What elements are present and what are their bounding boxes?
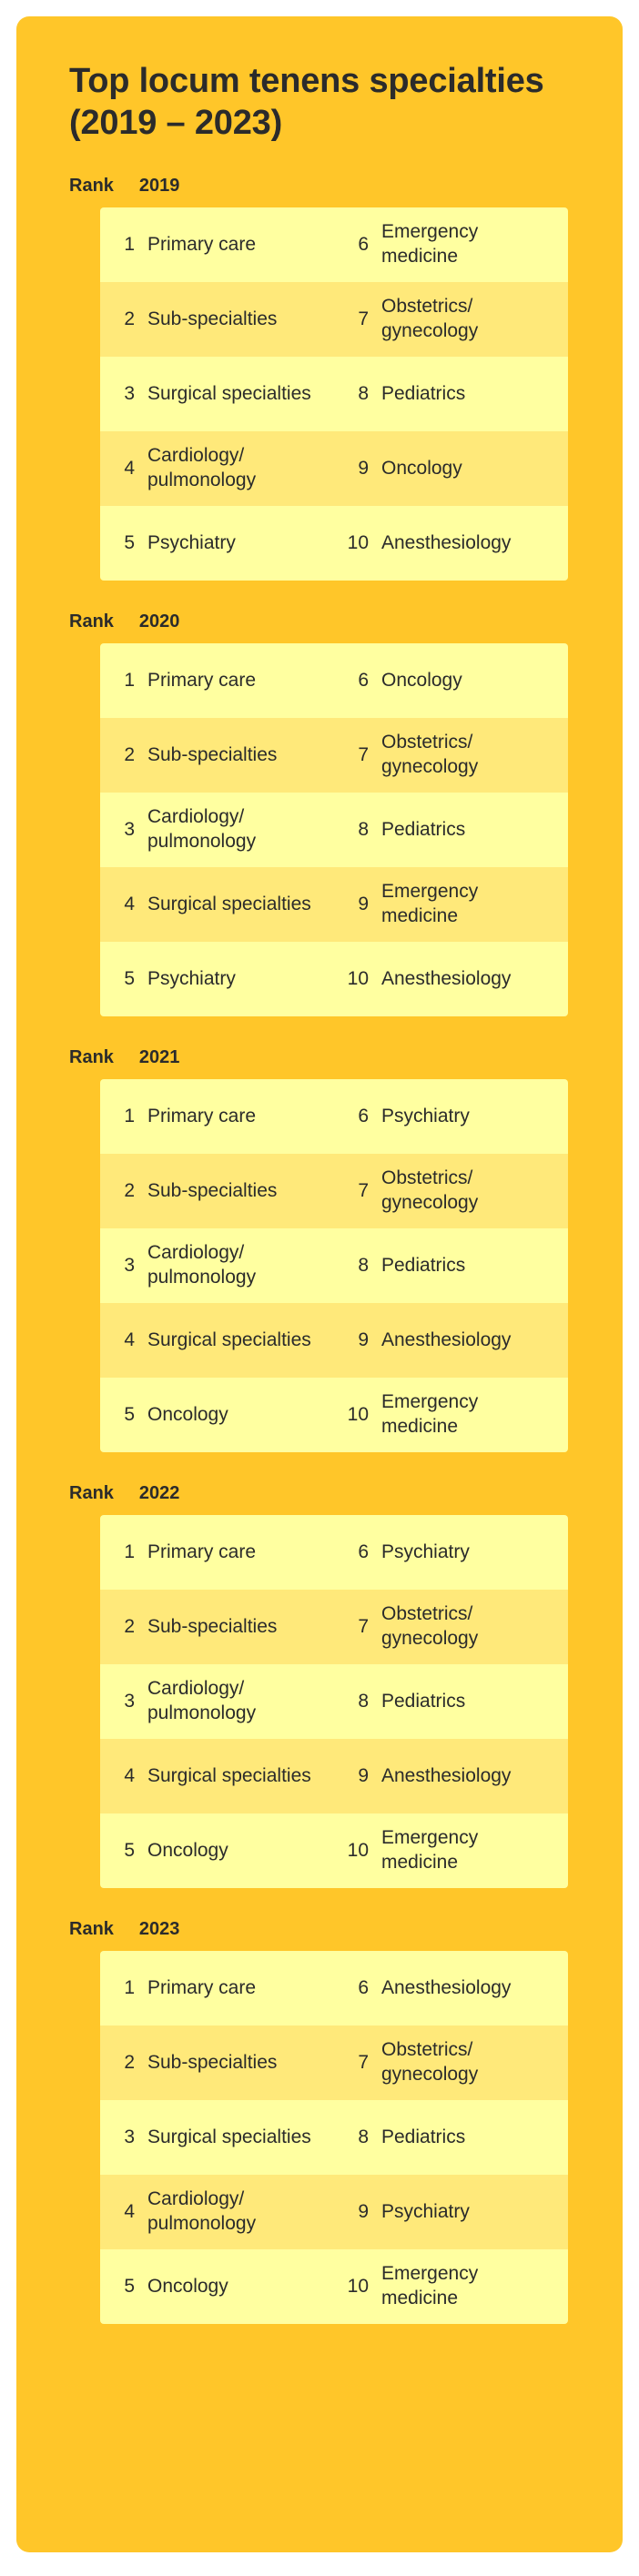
table-row-left bbox=[100, 1739, 334, 1813]
rank-number: 7 bbox=[358, 1179, 369, 1201]
rank-number: 1 bbox=[124, 669, 135, 691]
table-row bbox=[100, 643, 568, 718]
table-row bbox=[100, 2025, 568, 2100]
specialty-name: Pediatrics bbox=[381, 1254, 466, 1276]
rank-number: 1 bbox=[124, 1541, 135, 1562]
specialty-name: Primary care bbox=[147, 1976, 257, 1998]
year-block bbox=[47, 1047, 592, 1452]
year-label: 2021 bbox=[138, 1046, 180, 1067]
specialty-name: Psychiatry bbox=[147, 967, 236, 989]
table-row bbox=[100, 207, 568, 282]
table-row bbox=[100, 1739, 568, 1813]
specialties-table bbox=[100, 1951, 568, 2324]
table-row-left bbox=[100, 2025, 334, 2100]
specialty-name: Surgical specialties bbox=[147, 1328, 311, 1350]
table-row-right bbox=[334, 942, 568, 1016]
rank-number: 5 bbox=[124, 2275, 135, 2297]
table-row-left bbox=[100, 867, 334, 942]
rank-number: 8 bbox=[358, 818, 369, 840]
specialty-name: Anesthesiology bbox=[381, 1764, 512, 1786]
table-row-left bbox=[100, 506, 334, 581]
table-row-right bbox=[334, 1154, 568, 1228]
specialty-name: Surgical specialties bbox=[147, 1764, 311, 1786]
specialty-name: Oncology bbox=[147, 1839, 228, 1861]
specialty-name: Psychiatry bbox=[381, 1541, 470, 1562]
specialty-name: Emergency medicine bbox=[381, 221, 479, 267]
year-label: 2020 bbox=[138, 611, 180, 631]
rank-number: 6 bbox=[358, 1105, 369, 1126]
specialty-name: Emergency medicine bbox=[381, 881, 479, 926]
table-row bbox=[100, 357, 568, 431]
table-row-left bbox=[100, 1951, 334, 2025]
specialty-name: Oncology bbox=[381, 669, 462, 691]
year-label: 2019 bbox=[138, 175, 180, 196]
table-row-right bbox=[334, 1664, 568, 1739]
table-row-left bbox=[100, 431, 334, 506]
rank-number: 9 bbox=[358, 1764, 369, 1786]
specialty-name: Sub-specialties bbox=[147, 1179, 278, 1201]
table-row-right bbox=[334, 867, 568, 942]
table-row-left bbox=[100, 643, 334, 718]
rank-column-header: Rank bbox=[69, 1918, 114, 1939]
year-block bbox=[47, 176, 592, 581]
table-row-right bbox=[334, 1303, 568, 1378]
table-row-right bbox=[334, 2100, 568, 2175]
table-row bbox=[100, 506, 568, 581]
specialty-name: Psychiatry bbox=[381, 2200, 470, 2222]
table-row bbox=[100, 718, 568, 793]
table-row bbox=[100, 1303, 568, 1378]
rank-number: 7 bbox=[358, 2051, 369, 2073]
year-header bbox=[69, 176, 592, 197]
specialty-name: Primary care bbox=[147, 1541, 257, 1562]
rank-number: 5 bbox=[124, 1839, 135, 1861]
table-row-right bbox=[334, 282, 568, 357]
specialty-name: Pediatrics bbox=[381, 2126, 466, 2147]
specialty-name: Cardiology/ pulmonology bbox=[147, 2188, 257, 2234]
specialty-name: Oncology bbox=[381, 457, 462, 479]
specialties-table bbox=[100, 1515, 568, 1888]
table-row-left bbox=[100, 942, 334, 1016]
year-block bbox=[47, 611, 592, 1016]
specialty-name: Sub-specialties bbox=[147, 743, 278, 765]
table-row-left bbox=[100, 1079, 334, 1154]
table-row-left bbox=[100, 1664, 334, 1739]
table-row-right bbox=[334, 1228, 568, 1303]
rank-number: 3 bbox=[124, 1690, 135, 1712]
table-row bbox=[100, 1813, 568, 1888]
rank-number: 6 bbox=[358, 669, 369, 691]
table-row-right bbox=[334, 431, 568, 506]
specialty-name: Sub-specialties bbox=[147, 2051, 278, 2073]
specialty-name: Surgical specialties bbox=[147, 893, 311, 914]
rank-number: 1 bbox=[124, 1105, 135, 1126]
table-row-left bbox=[100, 2175, 334, 2249]
rank-number: 7 bbox=[358, 308, 369, 329]
specialty-name: Surgical specialties bbox=[147, 2126, 311, 2147]
rank-number: 4 bbox=[124, 893, 135, 914]
rank-number: 10 bbox=[347, 531, 369, 553]
rank-number: 2 bbox=[124, 1179, 135, 1201]
specialty-name: Anesthesiology bbox=[381, 1328, 512, 1350]
table-row-left bbox=[100, 2100, 334, 2175]
specialty-name: Obstetrics/ gynecology bbox=[381, 1167, 479, 1213]
specialty-name: Cardiology/ pulmonology bbox=[147, 445, 257, 490]
rank-number: 5 bbox=[124, 531, 135, 553]
specialty-name: Obstetrics/ gynecology bbox=[381, 296, 479, 341]
table-row bbox=[100, 2175, 568, 2249]
year-header bbox=[69, 1047, 592, 1068]
table-row-right bbox=[334, 207, 568, 282]
specialty-name: Cardiology/ pulmonology bbox=[147, 1678, 257, 1723]
table-row-left bbox=[100, 1590, 334, 1664]
specialty-name: Psychiatry bbox=[381, 1105, 470, 1126]
table-row-right bbox=[334, 718, 568, 793]
table-row-left bbox=[100, 1813, 334, 1888]
rank-number: 3 bbox=[124, 818, 135, 840]
rank-column-header: Rank bbox=[69, 175, 114, 196]
table-row-right bbox=[334, 2025, 568, 2100]
year-block bbox=[47, 1919, 592, 2324]
specialty-name: Pediatrics bbox=[381, 1690, 466, 1712]
specialty-name: Oncology bbox=[147, 1403, 228, 1425]
table-row bbox=[100, 1515, 568, 1590]
specialty-name: Pediatrics bbox=[381, 382, 466, 404]
specialty-name: Primary care bbox=[147, 233, 257, 255]
specialties-table bbox=[100, 207, 568, 581]
table-row bbox=[100, 1378, 568, 1452]
rank-number: 10 bbox=[347, 2275, 369, 2297]
rank-number: 8 bbox=[358, 1254, 369, 1276]
rank-number: 2 bbox=[124, 2051, 135, 2073]
specialty-name: Anesthesiology bbox=[381, 531, 512, 553]
specialty-name: Pediatrics bbox=[381, 818, 466, 840]
rank-number: 10 bbox=[347, 1403, 369, 1425]
specialties-table bbox=[100, 1079, 568, 1452]
table-row bbox=[100, 431, 568, 506]
rank-number: 3 bbox=[124, 2126, 135, 2147]
rank-number: 4 bbox=[124, 1328, 135, 1350]
rank-number: 3 bbox=[124, 1254, 135, 1276]
year-header bbox=[69, 1483, 592, 1504]
rank-number: 4 bbox=[124, 2200, 135, 2222]
rank-number: 10 bbox=[347, 1839, 369, 1861]
specialty-name: Emergency medicine bbox=[381, 1391, 479, 1437]
rank-number: 2 bbox=[124, 743, 135, 765]
table-row-right bbox=[334, 1378, 568, 1452]
rank-column-header: Rank bbox=[69, 1046, 114, 1067]
table-row-left bbox=[100, 793, 334, 867]
rank-column-header: Rank bbox=[69, 611, 114, 631]
table-row-right bbox=[334, 1813, 568, 1888]
rank-number: 4 bbox=[124, 1764, 135, 1786]
rank-number: 2 bbox=[124, 1615, 135, 1637]
specialties-card bbox=[16, 16, 623, 2552]
specialty-name: Oncology bbox=[147, 2275, 228, 2297]
specialty-name: Obstetrics/ gynecology bbox=[381, 732, 479, 777]
rank-number: 4 bbox=[124, 457, 135, 479]
rank-number: 9 bbox=[358, 2200, 369, 2222]
table-row-right bbox=[334, 643, 568, 718]
rank-number: 5 bbox=[124, 967, 135, 989]
page-title: Top locum tenens specialties (2019 – 2023) bbox=[69, 62, 544, 143]
specialties-table bbox=[100, 643, 568, 1016]
rank-number: 1 bbox=[124, 1976, 135, 1998]
rank-number: 6 bbox=[358, 1541, 369, 1562]
specialty-name: Obstetrics/ gynecology bbox=[381, 1603, 479, 1649]
table-row bbox=[100, 2249, 568, 2324]
table-row-left bbox=[100, 1378, 334, 1452]
table-row-right bbox=[334, 1590, 568, 1664]
table-row-right bbox=[334, 1739, 568, 1813]
specialty-name: Anesthesiology bbox=[381, 967, 512, 989]
rank-column-header: Rank bbox=[69, 1482, 114, 1503]
specialty-name: Obstetrics/ gynecology bbox=[381, 2039, 479, 2085]
table-row bbox=[100, 1664, 568, 1739]
year-header bbox=[69, 1919, 592, 1940]
year-header bbox=[69, 611, 592, 632]
table-row bbox=[100, 1079, 568, 1154]
rank-number: 2 bbox=[124, 308, 135, 329]
table-row bbox=[100, 282, 568, 357]
table-row-right bbox=[334, 2249, 568, 2324]
table-row-left bbox=[100, 1228, 334, 1303]
rank-number: 9 bbox=[358, 457, 369, 479]
rank-number: 8 bbox=[358, 1690, 369, 1712]
rank-number: 1 bbox=[124, 233, 135, 255]
table-row-left bbox=[100, 1154, 334, 1228]
table-row bbox=[100, 1154, 568, 1228]
table-row-left bbox=[100, 1515, 334, 1590]
table-row-right bbox=[334, 506, 568, 581]
specialty-name: Cardiology/ pulmonology bbox=[147, 1242, 257, 1288]
table-row bbox=[100, 2100, 568, 2175]
table-row-left bbox=[100, 718, 334, 793]
specialty-name: Emergency medicine bbox=[381, 2263, 479, 2308]
table-row-left bbox=[100, 207, 334, 282]
specialty-name: Emergency medicine bbox=[381, 1827, 479, 1873]
table-row-right bbox=[334, 1951, 568, 2025]
rank-number: 5 bbox=[124, 1403, 135, 1425]
table-row bbox=[100, 793, 568, 867]
rank-number: 8 bbox=[358, 382, 369, 404]
year-block bbox=[47, 1483, 592, 1888]
rank-number: 8 bbox=[358, 2126, 369, 2147]
table-row bbox=[100, 867, 568, 942]
table-row-left bbox=[100, 2249, 334, 2324]
rank-number: 7 bbox=[358, 1615, 369, 1637]
rank-number: 7 bbox=[358, 743, 369, 765]
specialty-name: Anesthesiology bbox=[381, 1976, 512, 1998]
table-row-right bbox=[334, 1079, 568, 1154]
specialty-name: Primary care bbox=[147, 669, 257, 691]
table-row-left bbox=[100, 282, 334, 357]
table-row-right bbox=[334, 357, 568, 431]
specialty-name: Psychiatry bbox=[147, 531, 236, 553]
year-label: 2022 bbox=[138, 1482, 180, 1503]
table-row bbox=[100, 1228, 568, 1303]
table-row-left bbox=[100, 1303, 334, 1378]
rank-number: 3 bbox=[124, 382, 135, 404]
specialty-name: Primary care bbox=[147, 1105, 257, 1126]
table-row bbox=[100, 1590, 568, 1664]
table-row-right bbox=[334, 793, 568, 867]
table-row-left bbox=[100, 357, 334, 431]
specialty-name: Cardiology/ pulmonology bbox=[147, 806, 257, 852]
specialty-name: Sub-specialties bbox=[147, 308, 278, 329]
year-blocks-container bbox=[47, 176, 592, 2324]
rank-number: 10 bbox=[347, 967, 369, 989]
table-row-right bbox=[334, 2175, 568, 2249]
rank-number: 9 bbox=[358, 893, 369, 914]
table-row bbox=[100, 1951, 568, 2025]
specialty-name: Surgical specialties bbox=[147, 382, 311, 404]
table-row bbox=[100, 942, 568, 1016]
specialty-name: Sub-specialties bbox=[147, 1615, 278, 1637]
rank-number: 6 bbox=[358, 233, 369, 255]
rank-number: 6 bbox=[358, 1976, 369, 1998]
year-label: 2023 bbox=[138, 1918, 180, 1939]
rank-number: 9 bbox=[358, 1328, 369, 1350]
table-row-right bbox=[334, 1515, 568, 1590]
